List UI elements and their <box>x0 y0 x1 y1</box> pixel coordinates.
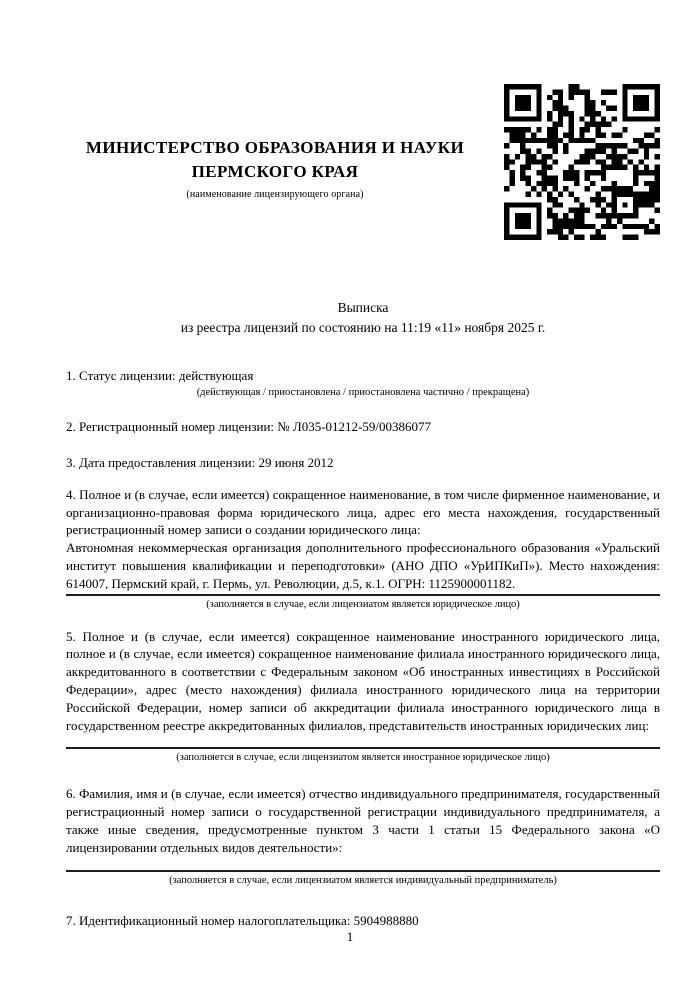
ministry-name-line1: МИНИСТЕРСТВО ОБРАЗОВАНИЯ И НАУКИ <box>85 138 465 157</box>
item-5-foreign-entity <box>66 628 660 766</box>
item-6-caption: (заполняется в случае, если лицензиатом является индивидуальный предприниматель) <box>169 874 557 886</box>
item-5-caption: (заполняется в случае, если лицензиатом является иностранное юридическое лицо) <box>176 752 550 764</box>
qr-code <box>504 84 660 240</box>
ministry-block <box>66 84 504 200</box>
item-6-fill-rule <box>66 870 660 872</box>
item-6-blank <box>66 857 660 869</box>
item-5-blank <box>66 734 660 746</box>
page-number: 1 <box>346 929 354 944</box>
item-4-fill-rule <box>66 594 660 596</box>
item-4-text: 4. Полное и (в случае, если имеется) сокращенное наименование, в том числе фирменное наименование, и организационно-правовая форма юридического лица, адрес его места нахождения, государственный регистрационный номер записи о создании юридического лица: <box>66 486 660 538</box>
item-3-text: 3. Дата предоставления лицензии: 29 июня 2012 <box>66 455 334 471</box>
item-4-legal-entity <box>66 486 660 612</box>
ministry-name-line2: ПЕРМСКОГО КРАЯ <box>191 162 359 182</box>
item-7-taxpayer-number <box>66 912 660 930</box>
document-header <box>66 84 660 240</box>
item-5-fill-rule <box>66 747 660 749</box>
ministry-caption: (наименование лицензирующего органа) <box>186 189 364 201</box>
item-6-text: 6. Фамилия, имя и (в случае, если имеется) отчество индивидуального предпринимателя, государственный регистрационный номер записи о государственной регистрации индивидуального предпринимателя, а также иные сведения, предусмотренные пунктом 3 части 1 статьи 15 Федерального закона «О лицензировании отдельных видов деятельности»: <box>66 786 660 855</box>
qr-code-image <box>504 84 660 240</box>
ministry-name <box>66 136 484 184</box>
document-title <box>66 298 660 339</box>
item-6-entrepreneur <box>66 785 660 887</box>
item-5-text: 5. Полное и (в случае, если имеется) сокращенное наименование иностранного юридического лица, полное и (в случае, если имеется) сокращенное наименование филиала иностранного юридического лица, аккредитованного в соответствии с Федеральным законом «Об иностранных инвестициях в Российской Федерации», адрес (место нахождения) филиала иностранного юридического лица на территории Российской Федерации, номер записи об аккредитации филиала иностранного юридического лица в государственном реестре аккредитованных филиалов, представительств иностранных юридических лиц: <box>66 628 660 733</box>
item-7-text: 7. Идентификационный номер налогоплательщика: 5904988880 <box>66 912 419 928</box>
item-1-license-status <box>66 367 660 401</box>
document-title-line1: Выписка <box>337 300 389 315</box>
item-1-text: 1. Статус лицензии: действующая <box>66 367 254 383</box>
item-2-registration-number <box>66 418 660 436</box>
document-title-line2: из реестра лицензий по состоянию на 11:19 «11» ноября 2025 г. <box>180 320 546 336</box>
item-4-caption: (заполняется в случае, если лицензиатом является юридическое лицо) <box>206 598 520 610</box>
item-4-value: Автономная некоммерческая организация дополнительного профессионального образования «Уральский институт повышения квалификации и переподготовки» (АНО ДПО «УрИПКиП»). Место нахождения: 614007, Пермский край, г. Пермь, ул. Революции, д.5, к.1. ОГРН: 1125900001182. <box>66 540 660 591</box>
item-3-grant-date <box>66 454 660 472</box>
items-list <box>66 367 660 930</box>
item-1-caption: (действующая / приостановлена / приостановлена частично / прекращена) <box>196 387 530 399</box>
item-2-text: 2. Регистрационный номер лицензии: № Л035-01212-59/00386077 <box>66 419 432 435</box>
